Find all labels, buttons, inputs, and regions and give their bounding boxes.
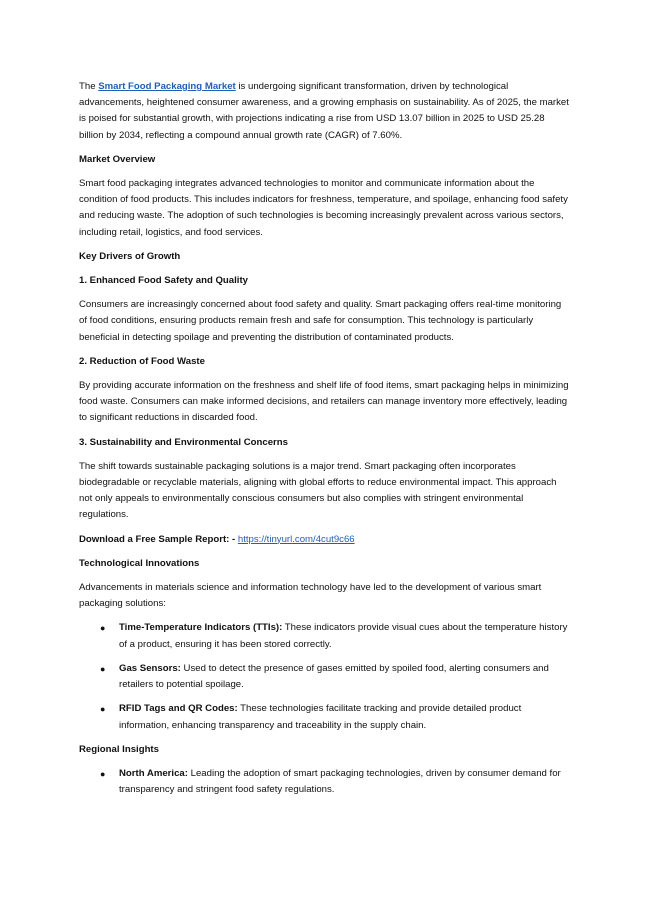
list-item (79, 620, 570, 652)
bullet-icon: ● (100, 663, 106, 674)
market-overview-heading: Market Overview (79, 153, 156, 165)
download-line (79, 532, 570, 548)
intro-prefix: The (79, 81, 99, 92)
bullet-desc: Leading the adoption of smart packaging technologies, driven by consumer demand for transparency and stringent food safety regulations. (119, 767, 561, 796)
market-link[interactable]: Smart Food Packaging Market (98, 81, 236, 92)
bullet-desc: Used to detect the presence of gases emitted by spoiled food, alerting consumers and retailers to potential spoilage. (119, 662, 549, 691)
tech-innovations-heading: Technological Innovations (79, 557, 200, 569)
download-label: Download a Free Sample Report: - (79, 533, 238, 545)
market-overview-body: Smart food packaging integrates advanced technologies to monitor and communicate information about the condition of food products. This includes indicators for freshness, temperature, and spoilage, enhancing food safety and reducing waste. The adoption of such technologies is becoming increasingly prevalent across various sectors, including retail, logistics, and food services. (79, 178, 568, 238)
driver-body: Consumers are increasingly concerned about food safety and quality. Smart packaging offers real-time monitoring of food conditions, ensuring products remain fresh and safe for consumption. This technology is particularly beneficial in detecting spoilage and preventing the distribution of contaminated products. (79, 299, 562, 343)
list-item (79, 661, 570, 693)
regional-insights-heading: Regional Insights (79, 743, 159, 755)
key-drivers-heading: Key Drivers of Growth (79, 250, 181, 262)
tech-innovations-list (79, 620, 570, 733)
bullet-desc: These technologies facilitate tracking and provide detailed product information, enhancing transparency and traceability in the supply chain. (119, 703, 522, 731)
bullet-term: North America: (119, 767, 188, 779)
intro-suffix: is undergoing significant transformation, driven by technological advancements, heightened consumer awareness, and a growing emphasis on sustainability. As of 2025, the market is poised for substantial growth, with projections indicating a rise from USD 13.07 billion in 2025 to USD 25.28 billion by 2034, reflecting a compound annual growth rate (CAGR) of 7.60%. (79, 81, 569, 141)
list-item (79, 766, 570, 798)
bullet-desc: These indicators provide visual cues about the temperature history of a product, ensuring it has been stored correctly. (119, 622, 568, 650)
driver-title: 3. Sustainability and Environmental Concerns (79, 436, 288, 448)
driver-body: The shift towards sustainable packaging solutions is a major trend. Smart packaging often incorporates biodegradable or recyclable materials, aligning with global efforts to reduce environmental impact. This approach not only appeals to environmentally conscious consumers but also complies with stringent environmental regulations. (79, 460, 557, 521)
bullet-icon: ● (100, 623, 106, 634)
driver-title: 1. Enhanced Food Safety and Quality (79, 275, 248, 287)
bullet-icon: ● (100, 768, 106, 779)
driver-title: 2. Reduction of Food Waste (79, 355, 205, 367)
driver-body: By providing accurate information on the freshness and shelf life of food items, smart packaging helps in minimizing food waste. Consumers can make informed decisions, and retailers can manage inventory more effectively, leading to significant reductions in discarded food. (79, 380, 569, 424)
bullet-icon: ● (100, 704, 106, 715)
tech-innovations-intro: Advancements in materials science and information technology have led to the development of various smart packaging solutions: (79, 582, 542, 610)
bullet-term: RFID Tags and QR Codes: (119, 703, 238, 715)
bullet-term: Time-Temperature Indicators (TTIs): (119, 622, 283, 634)
bullet-term: Gas Sensors: (119, 662, 181, 674)
sample-report-link[interactable]: https://tinyurl.com/4cut9c66 (237, 533, 355, 545)
intro-paragraph (79, 79, 570, 144)
list-item (79, 701, 570, 733)
regional-list (79, 766, 570, 798)
